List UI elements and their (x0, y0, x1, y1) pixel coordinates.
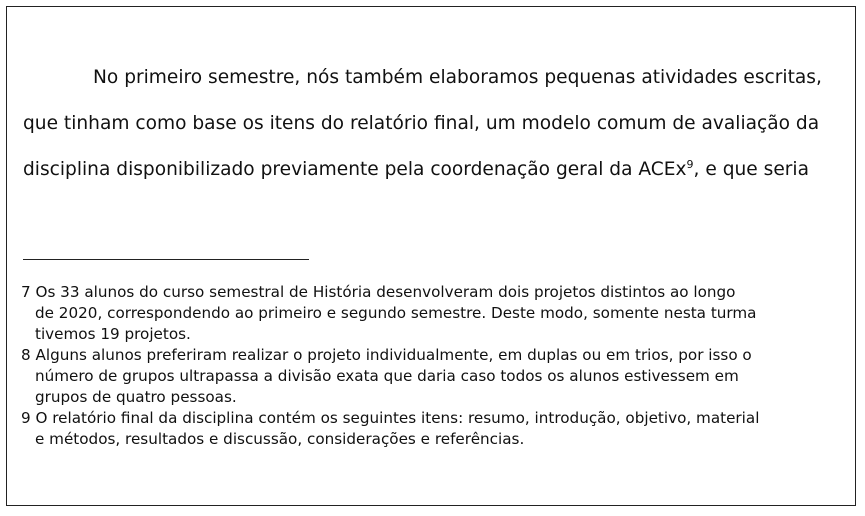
paragraph-tail: , e que seria (693, 159, 809, 180)
footnote-8 (21, 345, 841, 408)
document-page (6, 6, 856, 506)
footnote-9 (21, 408, 841, 450)
footnote-line: e métodos, resultados e discussão, considerações e referências. (35, 430, 525, 448)
footnote-line: grupos de quatro pessoas. (35, 388, 237, 406)
footnote-line: de 2020, correspondendo ao primeiro e segundo semestre. Deste modo, somente nesta turma (35, 304, 757, 322)
footnote-line: tivemos 19 projetos. (35, 325, 191, 343)
footnote-line: 8 Alguns alunos preferiram realizar o projeto individualmente, em duplas ou em trios, por isso o (21, 346, 752, 364)
paragraph-line (23, 147, 843, 193)
paragraph-line: que tinham como base os itens do relatório final, um modelo comum de avaliação da (23, 113, 820, 134)
footnote-line: número de grupos ultrapassa a divisão exata que daria caso todos os alunos estivessem em (35, 367, 739, 385)
footnote-line: 9 O relatório final da disciplina contém os seguintes itens: resumo, introdução, objetivo, material (21, 409, 760, 427)
footnote-line: 7 Os 33 alunos do curso semestral de História desenvolveram dois projetos distintos ao longo (21, 283, 736, 301)
body-paragraph (23, 55, 843, 193)
footnote-reference[interactable]: 9 (686, 158, 694, 171)
footnote-separator (23, 259, 309, 260)
footnote-7 (21, 282, 841, 345)
footnotes (21, 282, 841, 450)
paragraph-line-text: disciplina disponibilizado previamente pela coordenação geral da ACEx (23, 159, 687, 180)
paragraph-line: No primeiro semestre, nós também elaboramos pequenas atividades escritas, (93, 67, 822, 88)
